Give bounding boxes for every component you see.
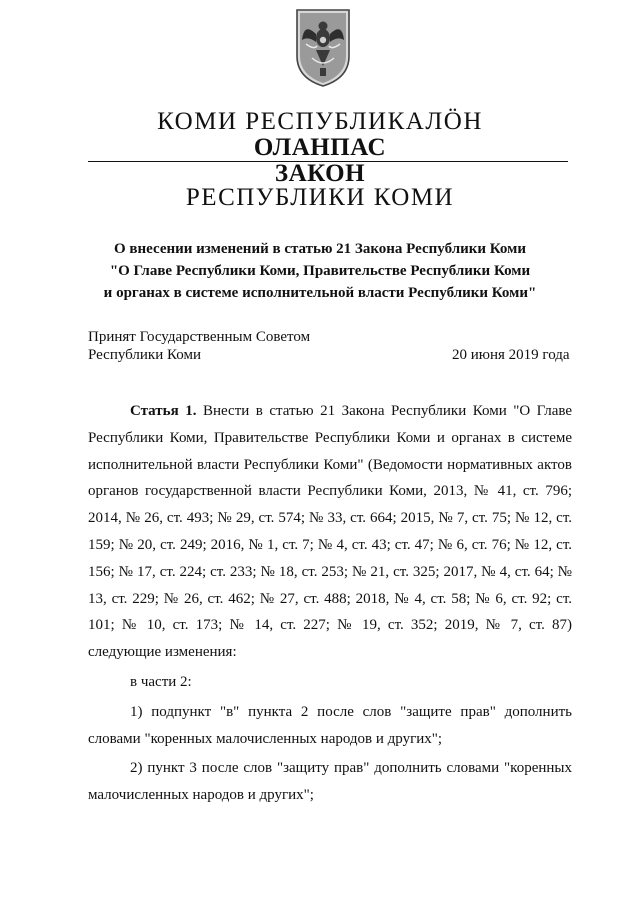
header-republic-komi: РЕСПУБЛИКИ КОМИ <box>185 184 455 211</box>
coat-of-arms-emblem <box>294 6 352 88</box>
law-title <box>0 238 640 304</box>
adopted-by-line-2: Республики Коми <box>88 347 201 363</box>
law-title-line-2: "О Главе Республики Коми, Правительстве Республики Коми <box>109 263 531 279</box>
adoption-date: 20 июня 2019 года <box>452 347 570 363</box>
article-item-1: 1) подпункт "в" пункта 2 после слов "защите прав" дополнить словами "коренных малочисленных народов и других"; <box>88 703 572 747</box>
article-1-paragraph <box>88 398 572 666</box>
article-text: Внести в статью 21 Закона Республики Коми "О Главе Республики Коми, Правительстве Республики Коми и органах в системе исполнительной власти Республики Коми" (Ведомости нормативных актов органов государственной власти Республики Коми, 2013, № 41, ст. 796; 2014, № 26, ст. 493; № 29, ст. 574; № 33, ст. 664; 2015, № 7, ст. 75; № 12, ст. 159; № 20, ст. 249; 2016, № 1, ст. 7; № 4, ст. 43; ст. 47; № 6, ст. 76; № 12, ст. 156; № 17, ст. 224; ст. 233; № 18, ст. 253; № 21, ст. 325; 2017, № 4, ст. 64; № 13, ст. 229; № 26, ст. 462; № 27, ст. 488; 2018, № 4, ст. 58; № 6, ст. 92; ст. 101; № 10, ст. 173; № 14, ст. 227; № 19, ст. 352; 2019, № 7, ст. 87) следующие изменения: <box>88 403 573 661</box>
article-item-2: 2) пункт 3 после слов "защиту прав" дополнить словами "коренных малочисленных народов и других"; <box>88 760 572 804</box>
article-body <box>88 398 572 809</box>
law-title-line-1: О внесении изменений в статью 21 Закона Республики Коми <box>113 241 526 257</box>
law-title-line-3: и органах в системе исполнительной власти Республики Коми" <box>103 285 537 301</box>
article-part: в части 2: <box>130 673 192 690</box>
adopted-by <box>88 328 310 364</box>
adopted-by-line-1: Принят Государственным Советом <box>88 329 311 345</box>
article-label: Статья 1. <box>130 403 197 419</box>
header-komi-republic-komi-lang: КОМИ РЕСПУБЛИКАЛӦН <box>157 108 483 135</box>
header-zakon: ЗАКОН <box>274 160 366 187</box>
header-olanpas: ОЛАНПАС <box>253 134 387 161</box>
